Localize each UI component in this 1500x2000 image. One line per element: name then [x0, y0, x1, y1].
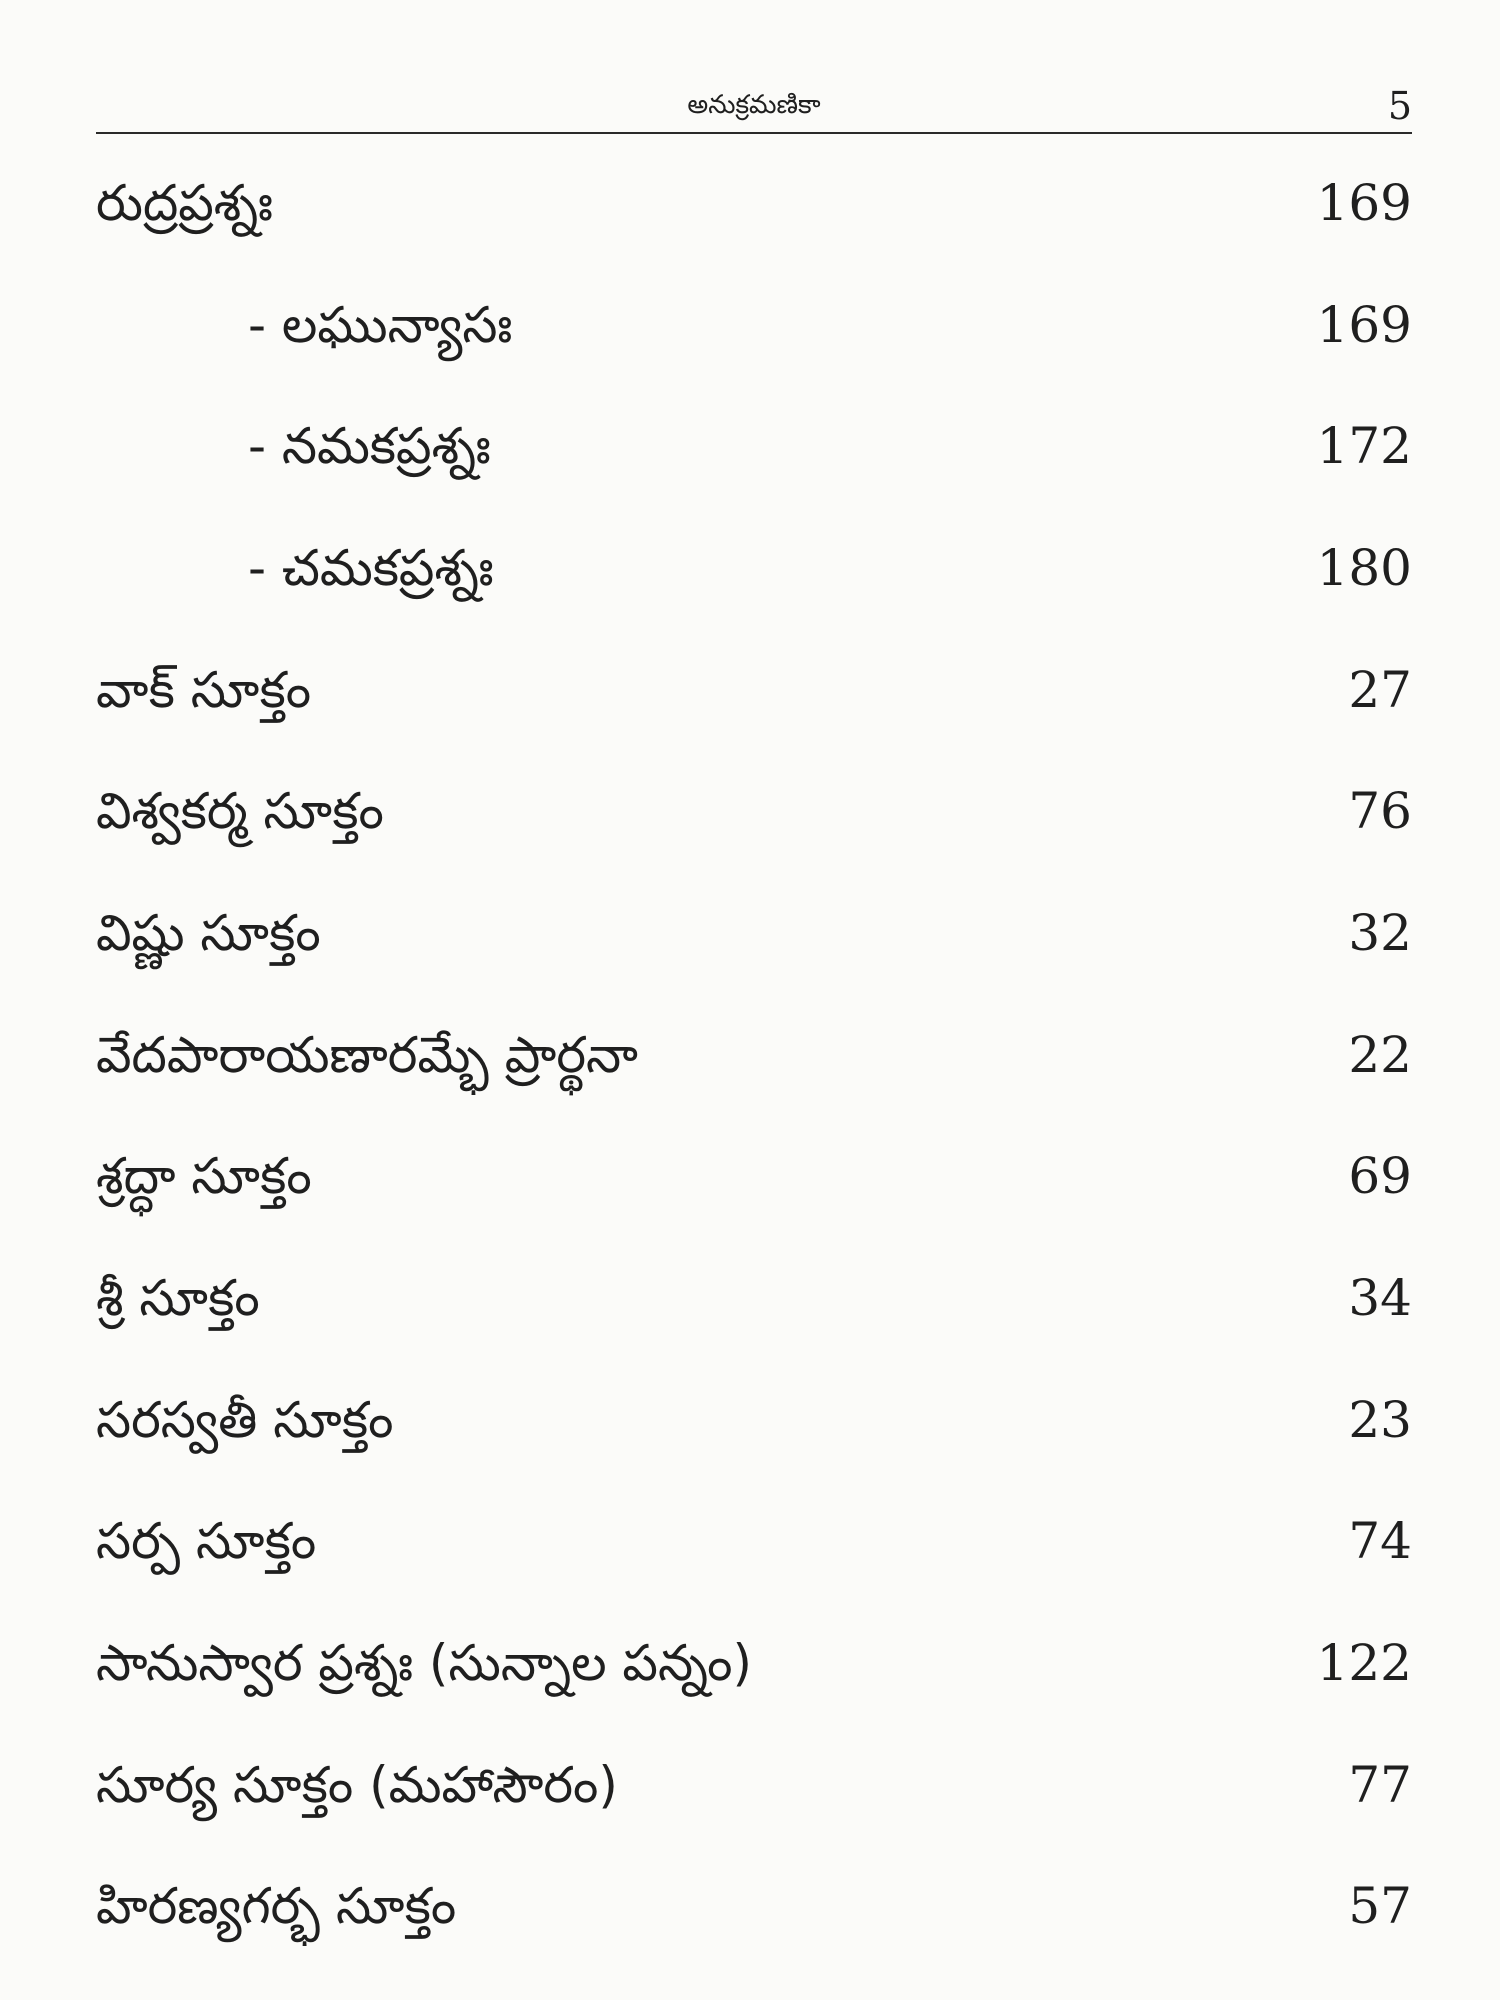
toc-entry-page: 180 [1316, 538, 1412, 597]
toc-entry-page: 32 [1348, 903, 1412, 962]
toc-entry-title: హిరణ్యగర్భ సూక్తం [96, 1877, 457, 1936]
toc-entry-title: వేదపారాయణారమ్భే ప్రార్థనా [96, 1025, 638, 1084]
toc-entry [96, 385, 1412, 507]
toc-entry [96, 142, 1412, 264]
toc-entry [96, 1116, 1412, 1238]
toc-entry [96, 750, 1412, 872]
toc-entry [96, 264, 1412, 386]
toc-entry-page: 169 [1316, 295, 1412, 354]
toc-entry [96, 1237, 1412, 1359]
toc-entry-page: 76 [1348, 782, 1412, 841]
toc-entry [96, 872, 1412, 994]
toc-entry [96, 1481, 1412, 1603]
toc-entry-page: 172 [1316, 417, 1412, 476]
toc-entry [96, 1359, 1412, 1481]
toc-entry-title: - లఘున్యాసః [248, 295, 513, 354]
toc-entry-page: 122 [1316, 1634, 1412, 1693]
toc-entry-title: విష్ణు సూక్తం [96, 903, 321, 962]
toc-entry [96, 994, 1412, 1116]
toc-entry-page: 169 [1316, 173, 1412, 232]
toc-entry-title: సూర్య సూక్తం (మహాసౌరం) [96, 1755, 618, 1814]
toc-entry-title: సానుస్వార ప్రశ్నః (సున్నాల పన్నం) [96, 1634, 753, 1693]
toc-entry-page: 22 [1348, 1025, 1412, 1084]
toc-entry-title: సరస్వతీ సూక్తం [96, 1390, 394, 1449]
toc-entry-title: వాక్ సూక్తం [96, 660, 312, 719]
toc-entry [96, 507, 1412, 629]
toc-entry-title: - నమకప్రశ్నః [248, 417, 491, 476]
toc-entry-page: 27 [1348, 660, 1412, 719]
table-of-contents [96, 142, 1412, 1967]
toc-entry-page: 74 [1348, 1512, 1412, 1571]
toc-entry-title: విశ్వకర్మ సూక్తం [96, 782, 384, 841]
toc-entry-page: 23 [1348, 1390, 1412, 1449]
toc-entry [96, 1602, 1412, 1724]
toc-entry [96, 1846, 1412, 1968]
toc-entry-title: సర్ప సూక్తం [96, 1512, 317, 1571]
toc-entry [96, 629, 1412, 751]
toc-entry-page: 77 [1348, 1755, 1412, 1814]
toc-entry-title: రుద్రప్రశ్నః [96, 173, 273, 232]
toc-entry [96, 1724, 1412, 1846]
header-title: అనుక్రమణికా [687, 90, 821, 120]
toc-entry-page: 69 [1348, 1147, 1412, 1206]
toc-entry-title: శ్రద్ధా సూక్తం [96, 1147, 312, 1206]
toc-entry-page: 57 [1348, 1877, 1412, 1936]
toc-entry-title: - చమకప్రశ్నః [248, 538, 494, 597]
header-page-number: 5 [1387, 84, 1412, 128]
toc-entry-page: 34 [1348, 1269, 1412, 1328]
toc-entry-title: శ్రీ సూక్తం [96, 1269, 260, 1328]
page-header [96, 82, 1412, 134]
